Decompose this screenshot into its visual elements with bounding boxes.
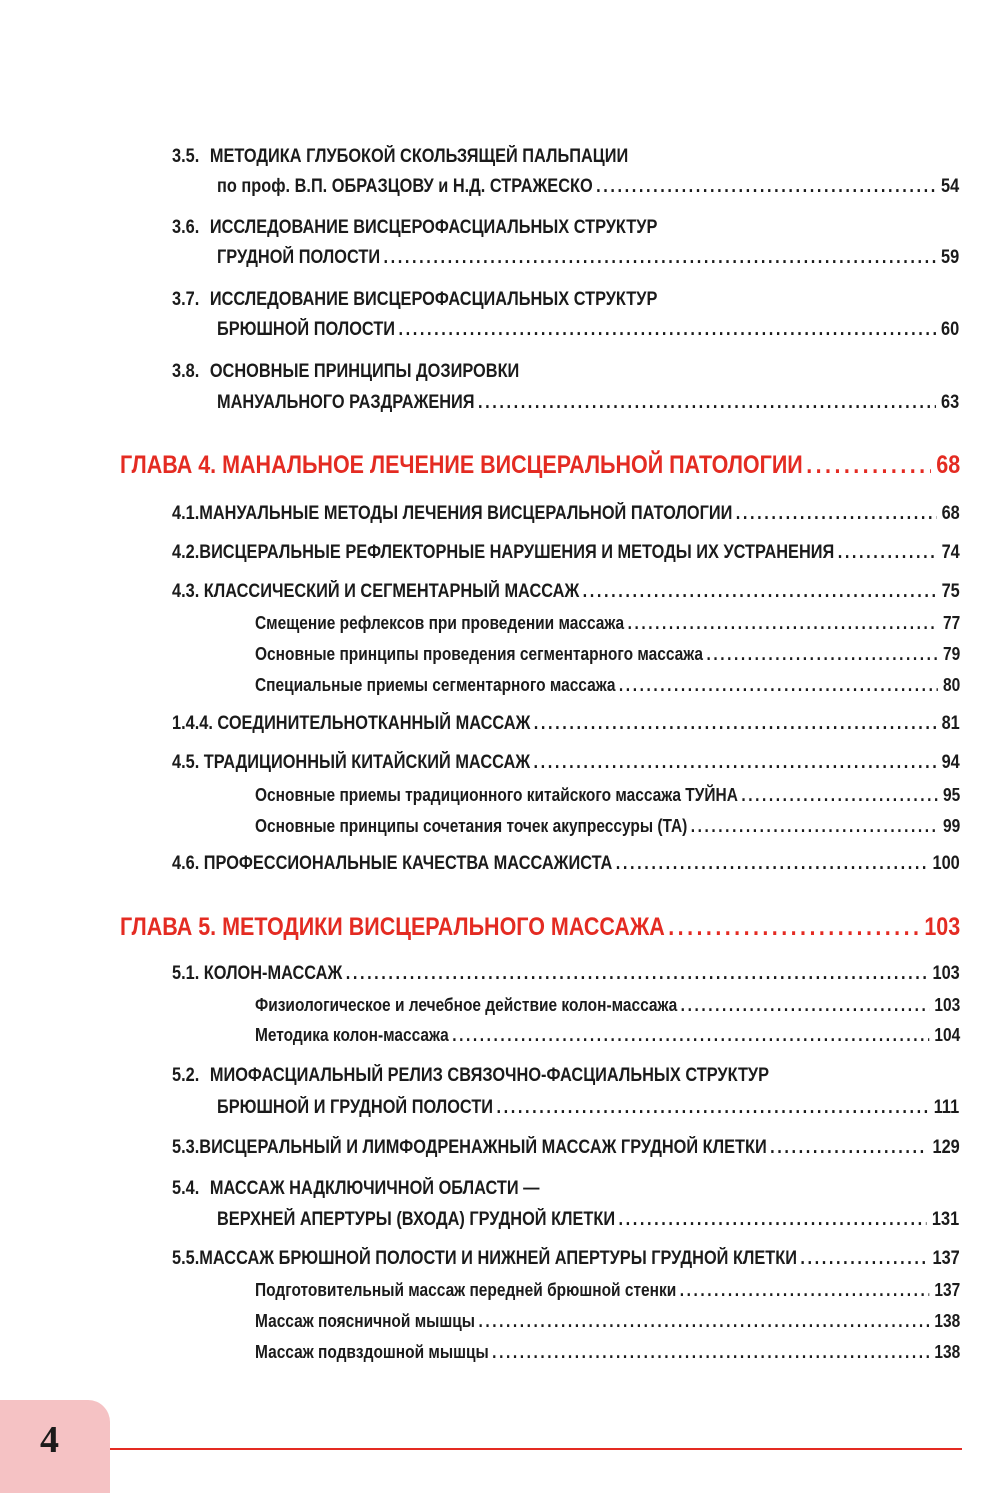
toc-entry-4-6[interactable]: 4.6. ПРОФЕССИОНАЛЬНЫЕ КАЧЕСТВА МАССАЖИСТА ..... 100	[172, 850, 960, 878]
toc-entry-3-8-line1: 3.8. ОСНОВНЫЕ ПРИНЦИПЫ ДОЗИРОВКИ	[172, 361, 520, 382]
toc-entry-3-6[interactable]: ГРУДНОЙ ПОЛОСТИ ..... 59	[217, 244, 959, 272]
toc-entry-4-1[interactable]: 4.1. МАНУАЛЬНЫЕ МЕТОДЫ ЛЕЧЕНИЯ ВИСЦЕРАЛЬНОЙ ПАТОЛОГИИ ..... 68	[172, 500, 960, 528]
toc-entry-5-4-line1: 5.4. МАССАЖ НАДКЛЮЧИЧНОЙ ОБЛАСТИ —	[172, 1178, 540, 1199]
toc-entry-4-5[interactable]: 4.5. ТРАДИЦИОННЫЙ КИТАЙСКИЙ МАССАЖ ..... 94	[172, 749, 960, 777]
toc-entry-4-3[interactable]: 4.3. КЛАССИЧЕСКИЙ И СЕГМЕНТАРНЫЙ МАССАЖ ..... 75	[172, 578, 960, 606]
toc-entry-5-4[interactable]: ВЕРХНЕЙ АПЕРТУРЫ (ВХОДА) ГРУДНОЙ КЛЕТКИ ..... 131	[217, 1206, 959, 1234]
toc-entry-4-4[interactable]: 1.4.4. СОЕДИНИТЕЛЬНОТКАННЫЙ МАССАЖ ..... 81	[172, 710, 960, 738]
toc-entry-3-6-line1: 3.6. ИССЛЕДОВАНИЕ ВИСЦЕРОФАСЦИАЛЬНЫХ СТРУКТУР	[172, 217, 658, 238]
toc-subentry[interactable]: Основные принципы сочетания точек акупрессуры (ТА) ..... 99	[255, 812, 960, 840]
toc-subentry[interactable]: Смещение рефлексов при проведении массажа ..... 77	[255, 609, 960, 637]
toc-subentry[interactable]: Методика колон-массажа ..... 104	[255, 1021, 960, 1049]
toc-entry-5-2-line1: 5.2. МИОФАСЦИАЛЬНЫЙ РЕЛИЗ СВЯЗОЧНО-ФАСЦИАЛЬНЫХ СТРУКТУР	[172, 1065, 770, 1086]
toc-entry-3-7-line1: 3.7. ИССЛЕДОВАНИЕ ВИСЦЕРОФАСЦИАЛЬНЫХ СТРУКТУР	[172, 289, 658, 310]
toc-subentry[interactable]: Основные принципы проведения сегментарного массажа ..... 79	[255, 640, 960, 668]
toc-entry-5-2[interactable]: БРЮШНОЙ И ГРУДНОЙ ПОЛОСТИ ..... 111	[217, 1094, 959, 1122]
toc-chapter-5[interactable]: ГЛАВА 5. МЕТОДИКИ ВИСЦЕРАЛЬНОГО МАССАЖА ..... 103	[120, 910, 960, 944]
toc-subentry[interactable]: Специальные приемы сегментарного массажа ..... 80	[255, 671, 960, 699]
toc-entry-3-7[interactable]: БРЮШНОЙ ПОЛОСТИ ..... 60	[217, 316, 959, 344]
toc-entry-5-5[interactable]: 5.5. МАССАЖ БРЮШНОЙ ПОЛОСТИ И НИЖНЕЙ АПЕРТУРЫ ГРУДНОЙ КЛЕТКИ ..... 137	[172, 1245, 960, 1273]
footer-divider	[110, 1448, 962, 1450]
toc-subentry[interactable]: Подготовительный массаж передней брюшной стенки ..... 137	[255, 1276, 960, 1304]
toc-entry-5-3[interactable]: 5.3. ВИСЦЕРАЛЬНЫЙ И ЛИМФОДРЕНАЖНЫЙ МАССАЖ ГРУДНОЙ КЛЕТКИ ..... 129	[172, 1134, 960, 1162]
toc-entry-3-5-line1: 3.5. МЕТОДИКА ГЛУБОКОЙ СКОЛЬЗЯЩЕЙ ПАЛЬПАЦИИ	[172, 146, 629, 167]
toc-entry-5-1[interactable]: 5.1. КОЛОН-МАССАЖ ..... 103	[172, 960, 960, 988]
page-number: 4	[40, 1419, 59, 1461]
toc-entry-3-5[interactable]: по проф. В.П. ОБРАЗЦОВУ и Н.Д. СТРАЖЕСКО ..... 54	[217, 173, 959, 201]
toc-subentry[interactable]: Физиологическое и лечебное действие колон-массажа ..... 103	[255, 991, 960, 1019]
toc-chapter-4[interactable]: ГЛАВА 4. МАНАЛЬНОЕ ЛЕЧЕНИЕ ВИСЦЕРАЛЬНОЙ ПАТОЛОГИИ ..... 68	[120, 448, 960, 482]
toc-entry-3-8[interactable]: МАНУАЛЬНОГО РАЗДРАЖЕНИЯ ..... 63	[217, 389, 959, 417]
toc-subentry[interactable]: Массаж поясничной мышцы ..... 138	[255, 1307, 960, 1335]
toc-subentry[interactable]: Массаж подвздошной мышцы ..... 138	[255, 1338, 960, 1366]
toc-subentry[interactable]: Основные приемы традиционного китайского массажа ТУЙНА ..... 95	[255, 781, 960, 809]
toc-entry-4-2[interactable]: 4.2. ВИСЦЕРАЛЬНЫЕ РЕФЛЕКТОРНЫЕ НАРУШЕНИЯ И МЕТОДЫ ИХ УСТРАНЕНИЯ ..... 74	[172, 539, 960, 567]
